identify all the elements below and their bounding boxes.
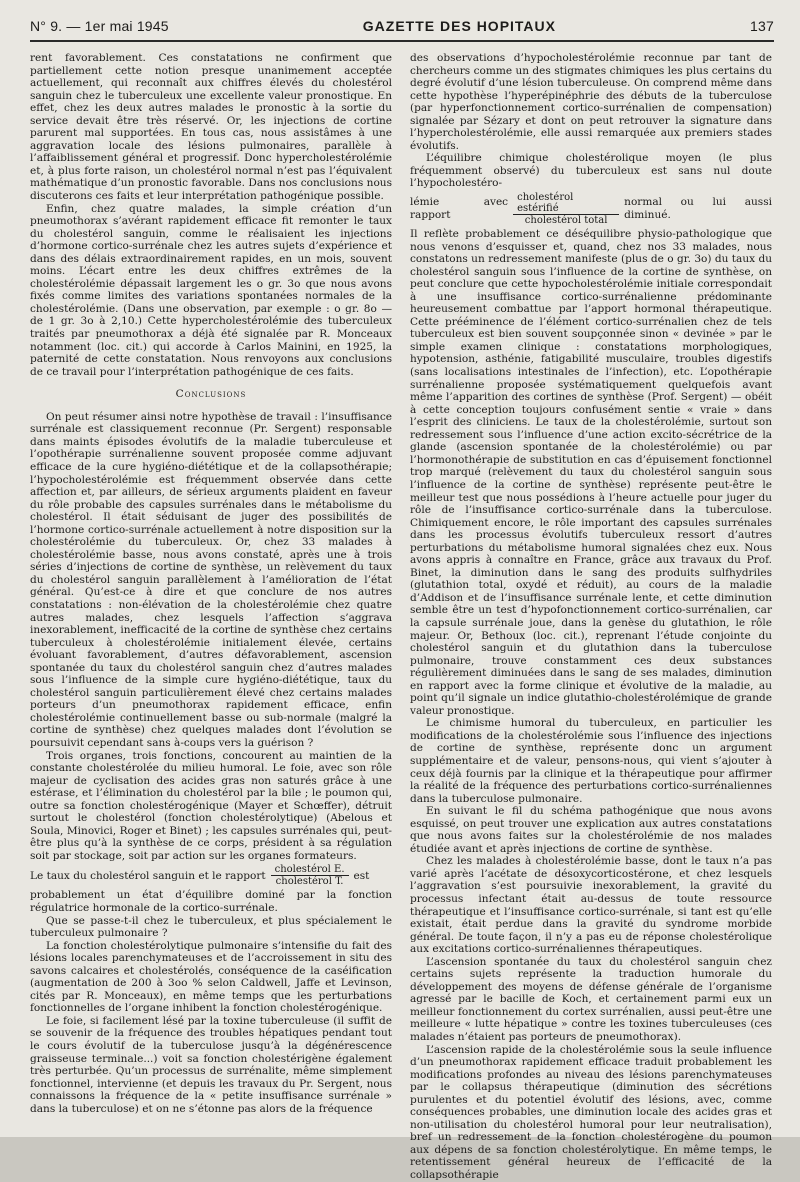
ratio-tail: est [353, 869, 370, 882]
issue-date: N° 9. — 1er mai 1945 [30, 18, 169, 34]
right-column [410, 52, 772, 1182]
paragraph: L’ascension rapide de la cholestérolémie sous la seule influence d’un pneumothorax rapidement efficace traduit probablement les modifications profondes au niveau des lésions parenchymateuses par le collapsus thérapeutique (diminution des sécrétions purulentes et du potentiel évolutif des lésions, avec, comme conséquences probables, une diminution locale des acides gras et non-utilisation du cholestérol humoral pour leur neutralisation), bref un redressement de la fonction cholestérogène du poumon aux dépens de sa fonction cholestérolytique. En même temps, le retentissement général heureux de l’efficacité de la collapsothérapie [410, 1043, 772, 1182]
paragraph: L’équilibre chimique cholestérolique moyen (le plus fréquemment observé) du tuberculeux est sans nul doute l’hypocholestéro- [410, 152, 772, 190]
ratio-formula [410, 192, 772, 226]
paragraph: Le foie, si facilement lésé par la toxine tuberculeuse (il suffit de se souvenir de la fréquence des troubles hépatiques pendant tout le cours évolutif de la tuberculose jusqu’à la dégénérescence graisseuse terminale...) voit sa fonction cholestérigène également très perturbée. Qu’un processus de surrénalite, même simplement fonctionnel, intervienne (et depuis les travaux du Pr. Sergent, nous connaissons la fréquence de la « petite insuffisance surrénale » dans la tuberculose) et on ne s’étonne pas alors de la fréquence [30, 1014, 392, 1115]
fraction [513, 192, 619, 226]
paragraph: En suivant le fil du schéma pathogénique que nous avons esquissé, on peut trouver une explication aux autres constatations que nous avons faites sur la cholestérolémie de nos malades étudiée avant et après injections de cortine de synthèse. [410, 805, 772, 855]
paragraph: Chez les malades à cholestérolémie basse, dont le taux n’a pas varié après l’acétate de désoxycorticostérone, et chez lesquels l’aggravation s’est poursuivie inexorablement, la gravité du processus infectant était au-dessus de toute ressource thérapeutique et l’insuffisance cortico-surrénale, si tant est qu’elle existait, était perdue dans la gravité du syndrome morbide général. De toute façon, il n’y a pas eu de réponse cholestérolique aux excitations cortico-surrénaliennes thérapeutiques. [410, 855, 772, 956]
ratio-lead: lémie avec rapport [410, 196, 509, 222]
journal-title: GAZETTE DES HOPITAUX [362, 18, 556, 34]
paragraph: Il reflète probablement ce déséquilibre physio-pathologique que nous venons d’esquisser et, quand, chez nos 33 malades, nous constatons un redressement manifeste (plus de o gr. 3o) du taux du cholestérol sanguin sous l’influence de la cortine de synthèse, on peut conclure que cette hypocholestérolémie initiale correspondait à une insuffisance cortico-surrénalienne prédominante heureusement combattue par l’apport hormonal thérapeutique. Cette prééminence de l’élément cortico-surrénalien chez de tels tuberculeux est bien souvent soupçonnée sinon « devinée » par le simple examen clinique : constatations morphologiques, hypotension, asthénie, fatigabilité musculaire, troubles digestifs (sans localisations intestinales de l’infection), etc. L’opothérapie surrénalienne proposée systématiquement quelquefois avant même l’apparition des cortines de synthèse (Prof. Sergent) — obéit à cette conception toujours confusément sentie « vraie » dans l’esprit des cliniciens. Le taux de la cholestérolémie, surtout son redressement sous l’influence d’une action excito-sécrétrice de la glande (ascension spontanée de la cholestérolémie) ou par l’hormonothérapie de substitution en cas d’épuisement fonctionnel trop marqué (relèvement du taux du cholestérol sanguin sous l’influence de la cortine de synthèse) représente peut-être le meilleur test que nous possédions à l’heure actuelle pour juger du rôle de l’insuffisance cortico-surrénale dans la tuberculose. Chimiquement encore, le rôle important des capsules surrénales dans les processus évolutifs tuberculeux ressort d’autres perturbations du métabolisme humoral signalées chez eux. Nous avons appris à connaître en France, grâce aux travaux du Prof. Binet, la diminution dans le sang des produits sulfhydriles (glutathion total, oxydé et réduit), au cours de la maladie d’Addison et de l’insuffisance surrénale lente, et cette diminution semble être un test d’hypofonctionnement cortico-surrénalien, car la capsule surrénale joue, dans la genèse du glutathion, le rôle majeur. Or, Bethoux (loc. cit.), reprenant l’étude conjointe du cholestérol sanguin et du glutathion dans la tuberculose pulmonaire, trouve constamment ces deux substances régulièrement diminuées dans le sang de ses malades, diminution en rapport avec la forme clinique et évolutive de la maladie, au point qu’il signale un indice glutathio-cholestérolémique de grande valeur pronostique. [410, 228, 772, 717]
paragraph: probablement un état d’équilibre dominé par la fonction régulatrice hormonale de la cortico-surrénale. [30, 889, 392, 914]
paragraph: La fonction cholestérolytique pulmonaire s’intensifie du fait des lésions locales parenchymateuses et de l’accroissement in situ des savons calcaires et cholestérolés, conséquence de la caséification (augmentation de 200 à 3oo % selon Caldwell, Jaffe et Levinson, cités par R. Monceaux), en même temps que les perturbations fonctionnelles de l’organe inhibent la fonction cholestérogénique. [30, 939, 392, 1015]
paragraph: rent favorablement. Ces constatations ne confirment que partiellement cette notion presque unanimement acceptée actuellement, qui reconnaît aux chiffres élevés du cholestérol sanguin chez le tuberculeux une excellente valeur pronostique. En effet, chez les deux autres malades le pronostic à la sortie du service devait être très réservé. Or, les injections de cortine parurent mal supportées. En tous cas, nous assistâmes à une aggravation locale des lésions pulmonaires, parallèle à l’affaiblissement général et progressif. Donc hypercholestérolémie et, à plus forte raison, un cholestérol normal n’est pas l’équivalent mathématique d’un pronostic favorable. Dans nos conclusions nous discuterons ces faits et leur interprétation pathogénique possible. [30, 52, 392, 203]
fraction-denominator: cholestérol T. [275, 876, 344, 888]
paragraph: Le chimisme humoral du tuberculeux, en particulier les modifications de la cholestérolémie sous l’influence des injections de cortine de synthèse, représente donc un argument supplémentaire et de valeur, pensons-nous, qui vient s’ajouter à ceux déjà fournis par la clinique et la thérapeutique pour affirmer la réalité de la fréquence des perturbations cortico-surrénaliennes dans la tuberculose pulmonaire. [410, 717, 772, 805]
paragraph: Que se passe-t-il chez le tuberculeux, et plus spécialement le tuberculeux pulmonaire ? [30, 914, 392, 940]
paragraph: L’ascension spontanée du taux du cholestérol sanguin chez certains sujets représente la traduction humorale du développement des moyens de défense générale de l’organisme agressé par le bacille de Koch, et certainement parmi eux un meilleur fonctionnement du cortex surrénalien, aussi peut-être une meilleure « lutte hépatique » contre les toxines tuberculeuses (ces malades n’étaient pas porteurs de pneumothorax). [410, 955, 772, 1044]
section-heading: Conclusions [175, 388, 247, 401]
page-number: 137 [750, 18, 774, 34]
fraction-denominator: cholestérol total [524, 215, 608, 227]
article-body [30, 52, 774, 1182]
fraction [271, 864, 349, 887]
paragraph: Trois organes, trois fonctions, concourent au maintien de la constante cholestérolée du milieu humoral. Le foie, avec son rôle majeur de cyclisation des acides gras non saturés grâce à une estérase, et l’élimination du cholestérol par la bile ; le poumon qui, outre sa fonction cholestérogénique (Mayer et Schœffer), détruit surtout le cholestérol (fonction cholestérolytique) (Abelous et Soula, Minovici, Roger et Binet) ; les capsules surrénales qui, peut-être plus qu’à la synthèse de ce corps, président à sa régulation soit par stockage, soit par action sur les organes formateurs. [30, 749, 392, 862]
fraction-numerator: cholestérol estérifié [513, 192, 619, 215]
fraction-numerator: cholestérol E. [271, 864, 349, 876]
ratio-lead: Le taux du cholestérol sanguin et le rapport [30, 869, 266, 882]
paragraph: des observations d’hypocholestérolémie reconnue par tant de chercheurs comme un des stigmates chimiques les plus certains du degré évolutif d’une lésion tuberculeuse. On comprend même dans cette hypothèse l’hyperépinéphrie des débuts de la tuberculose (par hyperfonctionnement cortico-surrénalien de compensation) signalée par Sézary et dont on peut retrouver la signature dans l’hypercholestérolémie, elle aussi remarquée aux premiers stades évolutifs. [410, 52, 772, 152]
paragraph: On peut résumer ainsi notre hypothèse de travail : l’insuffisance surrénale est classiquement reconnue (Pr. Sergent) responsable dans maints épisodes évolutifs de la maladie tuberculeuse et l’opothérapie surrénalienne souvent proposée comme adjuvant efficace de la cure hygiéno-diététique et de la collapsothérapie; l’hypocholestérolémie est fréquemment observée dans cette affection et, par ailleurs, de sérieux arguments plaident en faveur du rôle probable des capsules surrénales dans le métabolisme du cholestérol. Il était séduisant de juger des possibilités de l’hormone cortico-surrénale actuellement à notre disposition sur la cholestérolémie du tuberculeux. Or, chez 33 malades à cholestérolémie basse, nous avons constaté, après une à trois séries d’injections de cortine de synthèse, un relèvement du taux du cholestérol sanguin parallèlement à l’amélioration de l’état général. Qu’est-ce à dire et que conclure de nos autres constatations : non-élévation de la cholestérolémie chez quatre autres malades, chez lesquels l’affection s’aggrava inexorablement, inefficacité de la cortine de synthèse chez certains tuberculeux à cholestérolémie initialement élevée, certains évoluant favorablement, d’autres défavorablement, ascension spontanée du taux du cholestérol sanguin chez d’autres malades sous l’influence de la simple cure hygiéno-diététique, taux du cholestérol sanguin particulièrement élevé chez certains malades porteurs d’un pneumothorax rapidement efficace, enfin cholestérolémie continuellement basse ou sub-normale (malgré la cortine de synthèse) chez quelques malades dont l’évolution se poursuivit cependant sans à-coups vers la guérison ? [30, 410, 392, 749]
left-column [30, 52, 392, 1182]
ratio-tail: normal ou lui aussi diminué. [624, 196, 772, 222]
paragraph: Enfin, chez quatre malades, la simple création d’un pneumothorax s’avérant rapidement efficace fit remonter le taux du cholestérol sanguin, comme le réalisaient les injections d’hormone cortico-surrénale chez les autres sujets d’expérience et dans des délais extraordinairement rapides, en un mois, souvent moins. L’écart entre les deux chiffres extrêmes de la cholestérolémie dépassait largement les o gr. 3o que nous avons fixés comme limites des variations spontanées normales de la cholestérolémie. (Dans une observation, par exemple : o gr. 8o — de 1 gr. 3o à 2,10.) Cette hypercholestérolémie des tuberculeux traités par pneumothorax a déjà été signalée par R. Monceaux notamment (loc. cit.) qui accorde à Carlos Mainini, en 1925, la paternité de cette constatation. Nous renvoyons aux conclusions de ce travail pour l’interprétation pathogénique de ces faits. [30, 202, 392, 378]
ratio-formula [30, 864, 392, 887]
page-header [30, 18, 774, 42]
